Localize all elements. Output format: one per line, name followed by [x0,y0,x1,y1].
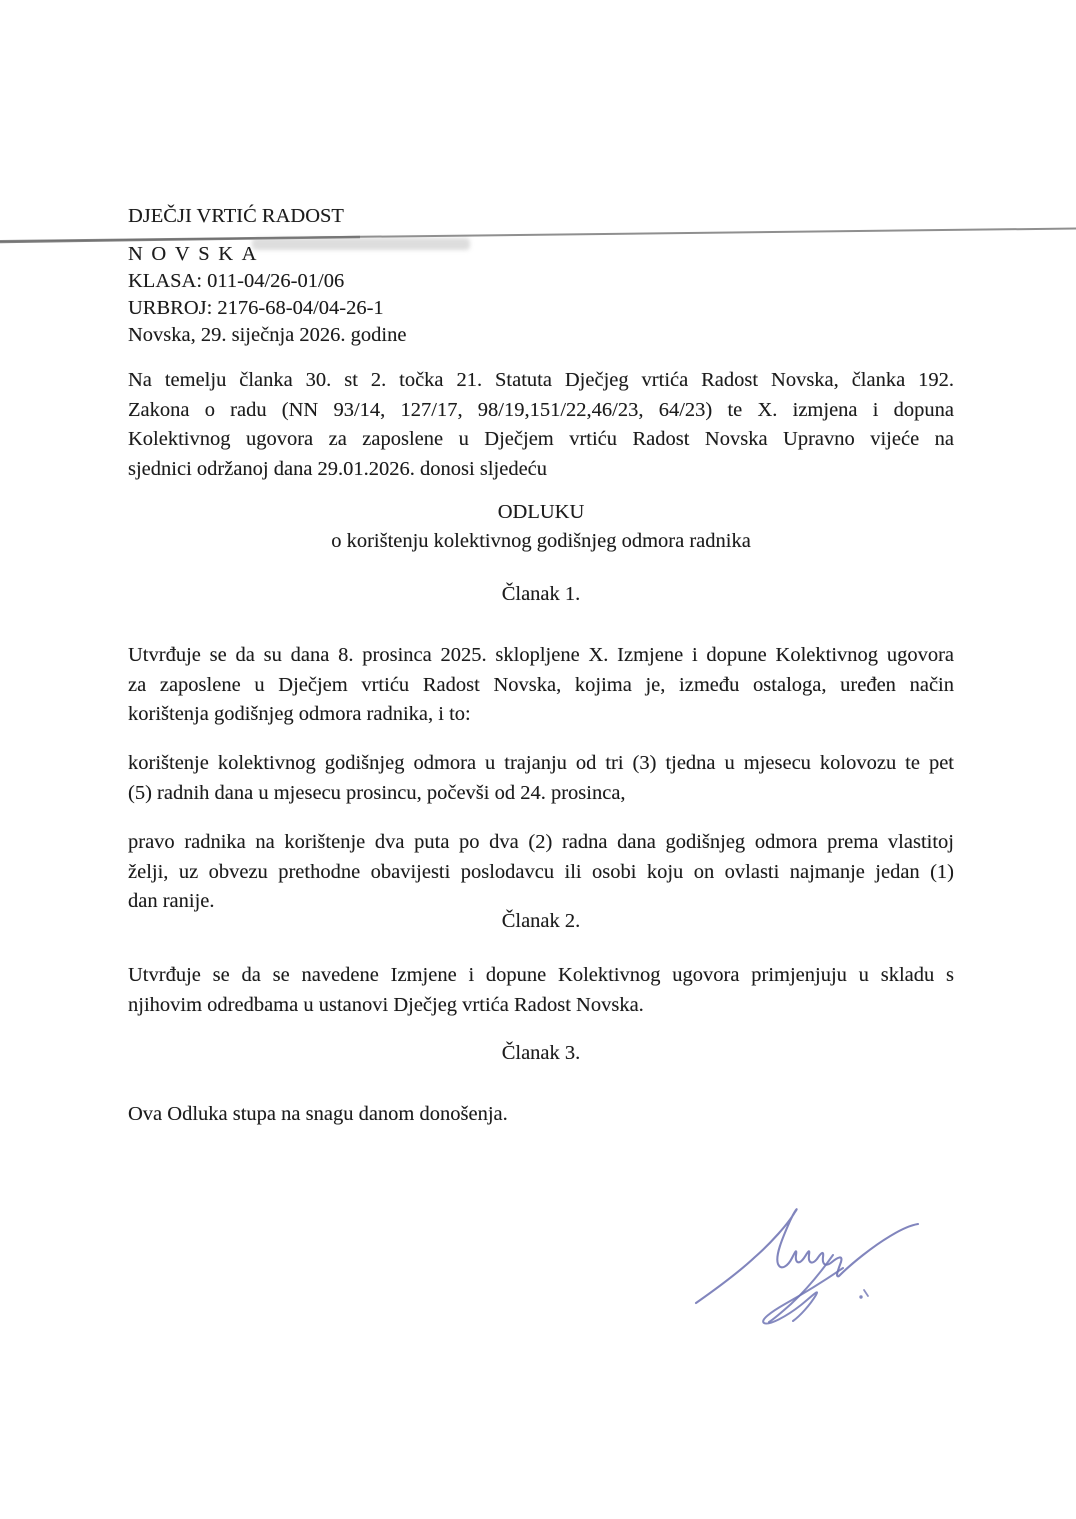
org-name-line1: DJEČJI VRTIĆ RADOST [128,205,344,227]
preamble-line: Kolektivnog ugovora za zaposlene u Dječjem vrtiću Radost Novska Upravno vijeće na [128,428,954,450]
paragraph-line: dan ranije. [128,890,215,912]
preamble-line: Zakona o radu (NN 93/14, 127/17, 98/19,151/22,46/23, 64/23) te X. izmjena i dopuna [128,398,954,421]
urbroj-number: URBROJ: 2176-68-04/04-26-1 [128,297,384,319]
article-1-paragraph-2 [128,749,954,808]
paragraph-line: njihovim odredbama u ustanovi Dječjeg vrtića Radost Novska. [128,993,644,1016]
paragraph-line: (5) radnih dana u mjesecu prosincu, počevši od 24. prosinca, [128,781,626,804]
article-2-heading: Članak 2. [501,910,581,932]
article-3-heading: Članak 3. [501,1042,581,1064]
decision-title: ODLUKU [497,501,585,523]
paragraph-line: Ova Odluka stupa na snagu danom donošenja. [128,1103,508,1125]
paragraph-line: želji, uz obvezu prethodne obavijesti poslodavcu ili osobi koju on ovlasti najmanje jedan (1) [128,860,954,883]
preamble-paragraph [128,366,954,484]
preamble-line: sjednici održanoj dana 29.01.2026. donosi sljedeću [128,457,548,480]
article-3-paragraph-1 [128,1100,954,1130]
article-1-paragraph-1 [128,641,954,730]
redaction-smudge [252,238,470,250]
article-1-heading: Članak 1. [501,583,581,605]
preamble-line: Na temelju članka 30. st 2. točka 21. Statuta Dječjeg vrtića Radost Novska, članka 192. [128,369,954,391]
article-1-paragraph-3 [128,828,954,917]
paragraph-line: pravo radnika na korištenje dva puta po dva (2) radna dana godišnjeg odmora prema vlastitoj [128,831,954,853]
paragraph-line: Utvrđuje se da se navedene Izmjene i dopune Kolektivnog ugovora primjenjuju u skladu s [128,964,954,986]
article-2-paragraph-1 [128,961,954,1020]
klasa-number: KLASA: 011-04/26-01/06 [128,270,345,292]
signature-ink [691,1206,923,1328]
decision-subtitle: o korištenju kolektivnog godišnjeg odmora radnika [331,530,751,552]
place-date-line: Novska, 29. siječnja 2026. godine [128,324,407,346]
paragraph-line: za zaposlene u Dječjem vrtiću Radost Novska, kojima je, između ostaloga, uređen način [128,673,954,696]
paragraph-line: Utvrđuje se da su dana 8. prosinca 2025. sklopljene X. Izmjene i dopune Kolektivnog ugovora [128,644,954,666]
paragraph-line: korištenje kolektivnog godišnjeg odmora u trajanju od tri (3) tjedna u mjesecu kolovozu te pet [128,752,954,774]
paragraph-line: korištenja godišnjeg odmora radnika, i to: [128,703,471,725]
org-name-line2: NOVSKA [128,243,266,265]
